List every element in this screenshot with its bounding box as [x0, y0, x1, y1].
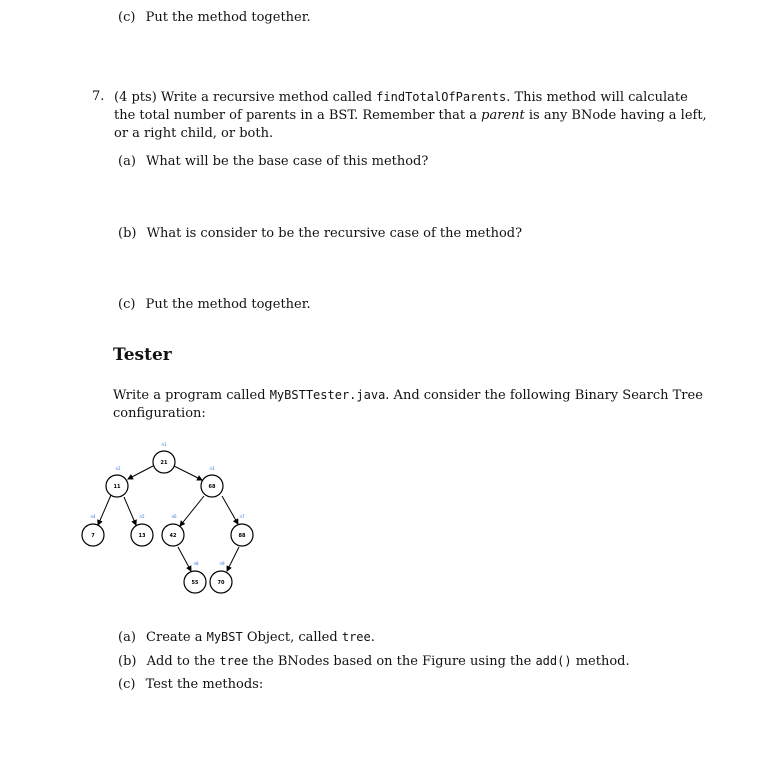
parent-word: parent: [481, 108, 525, 123]
node-id-label: n4: [90, 514, 96, 519]
section-heading-tester: Tester: [113, 345, 172, 365]
part-marker: (c): [118, 297, 136, 312]
step-mid: Object, called: [246, 630, 338, 645]
node-id-label: n3: [209, 466, 215, 471]
edge-21-68: [174, 466, 202, 480]
part-text: What is consider to be the recursive case of the method?: [146, 226, 523, 241]
part-text: What will be the base case of this method?: [146, 154, 429, 169]
node-value: 70: [217, 580, 225, 586]
part-marker: (c): [118, 10, 136, 25]
step-marker: (b): [118, 654, 137, 669]
node-id-label: n2: [115, 466, 121, 471]
step-code1: tree: [219, 654, 249, 668]
step-code2: add(): [535, 654, 572, 668]
tree-node: [131, 514, 153, 546]
tree-node: [153, 442, 175, 473]
node-value: 11: [113, 484, 121, 490]
step-pre: Test the methods:: [145, 677, 264, 692]
tester-step-c: [118, 676, 263, 694]
step-post: method.: [575, 654, 630, 669]
node-id-label: n1: [161, 442, 167, 447]
step-mid: the BNodes based on the Figure using the: [252, 654, 532, 669]
part-text: Put the method together.: [145, 297, 311, 312]
tree-node: [201, 466, 223, 497]
line2-end: is any BNode having a left,: [528, 108, 707, 123]
tree-node: [106, 466, 128, 497]
node-id-label: n8: [193, 561, 199, 566]
part-marker: (b): [118, 226, 137, 241]
tester-step-b: [118, 652, 630, 671]
edge-42-55: [178, 547, 191, 571]
edge-11-7: [98, 495, 111, 525]
step-pre: Add to the: [146, 654, 216, 669]
line3: or a right child, or both.: [114, 126, 274, 141]
question-number: 7.: [92, 89, 105, 104]
edge-68-42: [180, 496, 204, 526]
intro-pre: Write a program called: [113, 388, 266, 403]
step-code2: tree: [341, 630, 371, 644]
node-id-label: n6: [171, 514, 177, 519]
node-value: 55: [191, 580, 199, 586]
node-value: 42: [169, 533, 177, 539]
filename: MyBSTTester.java: [269, 388, 386, 402]
node-id-label: n7: [239, 514, 245, 519]
tree-node: [231, 514, 253, 546]
edge-11-13: [124, 497, 136, 525]
edge-68-88: [222, 496, 238, 524]
edge-88-70: [227, 547, 239, 571]
method-name: findTotalOfParents: [376, 90, 507, 104]
part-marker: (a): [118, 154, 136, 169]
step-marker: (c): [118, 677, 136, 692]
step-marker: (a): [118, 630, 136, 645]
step-pre: Create a: [146, 630, 203, 645]
points: (4 pts): [114, 90, 157, 105]
intro-line2: configuration:: [113, 406, 206, 421]
part-text: Put the method together.: [145, 10, 311, 25]
intro: Write a recursive method called: [160, 90, 373, 105]
edge-21-11: [128, 466, 153, 479]
step-code1: MyBST: [206, 630, 243, 644]
node-value: 68: [208, 484, 216, 490]
node-value: 7: [91, 533, 95, 539]
line1-end: . This method will calculate: [506, 90, 688, 105]
tree-node: [162, 514, 184, 546]
node-id-label: n5: [139, 514, 145, 519]
tree-node: [210, 561, 232, 593]
node-id-label: n9: [219, 561, 225, 566]
intro-post: . And consider the following Binary Search Tree: [385, 388, 703, 403]
node-value: 21: [160, 460, 168, 466]
step-post: .: [370, 630, 375, 645]
node-value: 13: [138, 533, 146, 539]
node-value: 88: [238, 533, 246, 539]
tree-node: [184, 561, 206, 593]
line2: the total number of parents in a BST. Remember that a: [114, 108, 477, 123]
tester-step-a: [118, 628, 375, 647]
